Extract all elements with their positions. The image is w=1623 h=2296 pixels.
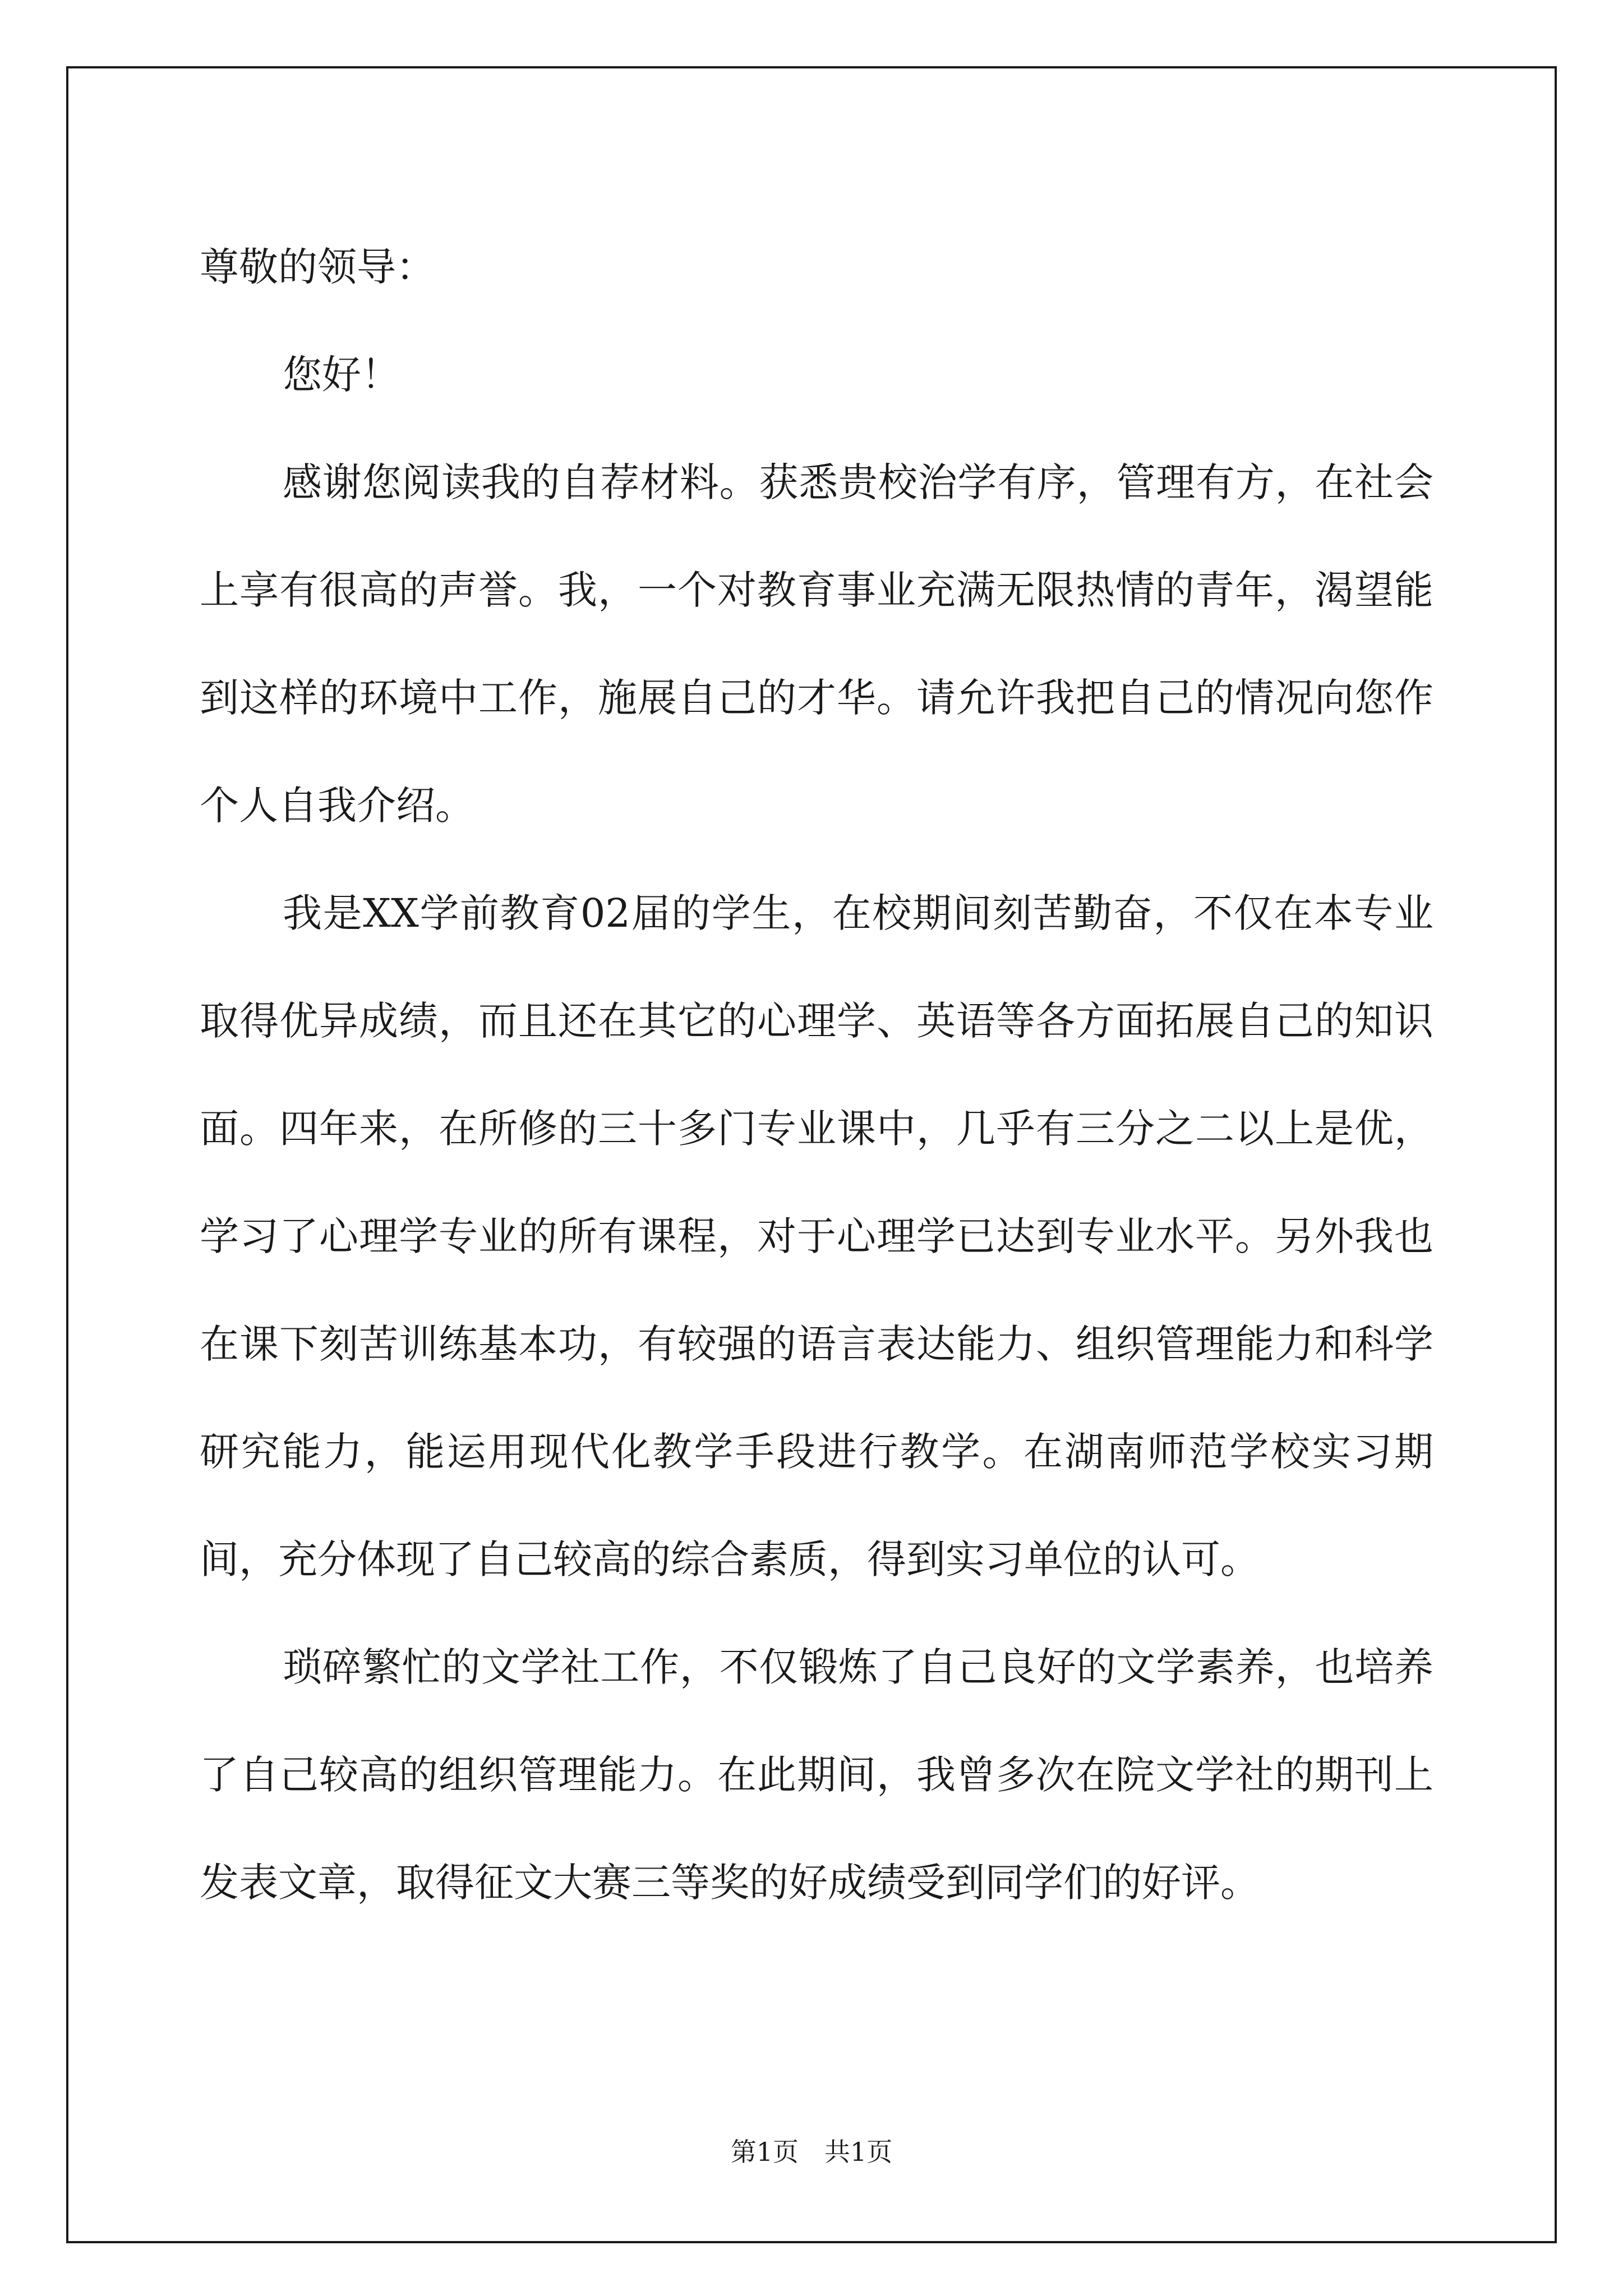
letter-body — [200, 213, 1433, 1936]
intro-paragraph: 感谢您阅读我的自荐材料。获悉贵校治学有序，管理有方，在社会上享有很高的声誉。我，一个对教育事业充满无限热情的青年，渴望能到这样的环境中工作，施展自己的才华。请允许我把自己的情况向您作个人自我介绍。 — [200, 459, 1433, 829]
greeting-paragraph: 您好！ — [283, 352, 400, 398]
salutation: 尊敬的领导： — [200, 244, 435, 290]
activities-paragraph: 琐碎繁忙的文学社工作，不仅锻炼了自己良好的文学素养，也培养了自己较高的组织管理能力。在此期间，我曾多次在院文学社的期刊上发表文章，取得征文大赛三等奖的好成绩受到同学们的好评。 — [200, 1644, 1433, 1906]
page-footer: 第1页 共1页 — [730, 2137, 893, 2167]
education-paragraph: 我是XX学前教育02届的学生，在校期间刻苦勤奋，不仅在本专业取得优异成绩，而且还在其它的心理学、英语等各方面拓展自己的知识面。四年来，在所修的三十多门专业课中，几乎有三分之二以上是优，学习了心理学专业的所有课程，对于心理学已达到专业水平。另外我也在课下刻苦训练基本功，有较强的语言表达能力、组织管理能力和科学研究能力，能运用现代化教学手段进行教学。在湖南师范学校实习期间，充分体现了自己较高的综合素质，得到实习单位的认可。 — [200, 890, 1433, 1582]
